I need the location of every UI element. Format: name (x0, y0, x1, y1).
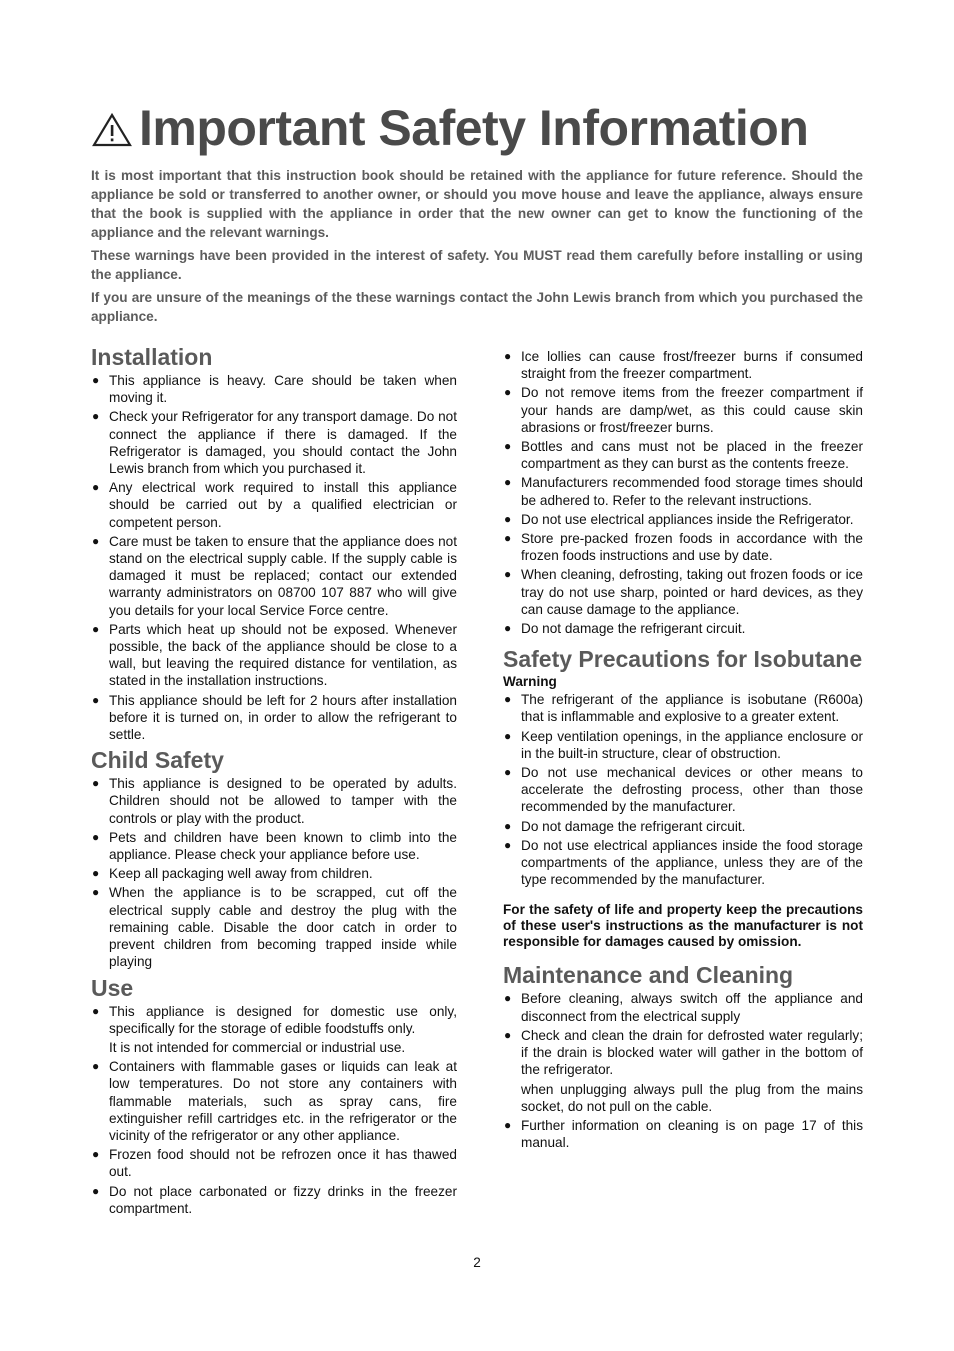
list-item: ● Pets and children have been known to climb into the appliance. Please check your appliance before use. (92, 829, 457, 863)
use-continued-list (503, 348, 863, 637)
page-title: Important Safety Information (139, 100, 809, 156)
bullet-icon: ● (504, 475, 512, 490)
bullet-icon: ● (504, 991, 512, 1006)
bullet-icon: ● (92, 1147, 100, 1162)
list-item: ● Do not place carbonated or fizzy drinks in the freezer compartment. (92, 1183, 457, 1216)
intro (91, 166, 863, 326)
list-item: ● This appliance should be left for 2 hours after installation before it is turned on, in order to allow the refrigerant to settle. (92, 692, 457, 743)
bullet-icon: ● (92, 480, 100, 495)
bullet-icon: ● (504, 567, 512, 582)
child-safety-list (91, 775, 457, 970)
list-item: ● When cleaning, defrosting, taking out frozen foods or ice tray do not use sharp, pointed or hard devices, as they can cause damage to the appliance. (504, 567, 863, 617)
safety-notice: For the safety of life and property keep the precautions of these user's instructions as the manufacturer is not responsible for damages caused by omission. (503, 902, 863, 950)
list-item: ● Care must be taken to ensure that the appliance does not stand on the electrical supply cable. If the supply cable is damaged it must be replaced; contact our extended warranty administrators on 08700 107 887 who will give you details for your local Service Force centre. (92, 533, 457, 618)
bullet-icon: ● (504, 531, 512, 546)
list-item: ● This appliance is designed to be operated by adults. Children should not be allowed to tamper with the controls or play with the product. (92, 776, 457, 826)
isobutane-heading: Safety Precautions for Isobutane (503, 646, 863, 673)
list-item-continuation: when unplugging always pull the plug from the mains socket, do not pull on the cable. (521, 1081, 863, 1114)
list-item: ● Further information on cleaning is on page 17 of this manual. (504, 1117, 863, 1151)
list-item: ● Manufacturers recommended food storage times should be adhered to. Refer to the relevant instructions. (504, 475, 863, 508)
list-item: ● This appliance is heavy. Care should be taken when moving it. (92, 373, 457, 406)
bullet-icon: ● (92, 866, 100, 881)
bullet-icon: ● (504, 692, 512, 707)
maintenance-list (503, 990, 863, 1151)
bullet-icon: ● (504, 511, 512, 526)
bullet-icon: ● (92, 1003, 100, 1018)
list-item: ● Before cleaning, always switch off the appliance and disconnect from the electrical supply (504, 991, 863, 1024)
list-item: ● Check your Refrigerator for any transport damage. Do not connect the appliance if there is damaged. If the Refrigerator is damaged, you should contact the John Lewis branch from which you purchased it. (92, 409, 457, 477)
list-item: ● Bottles and cans must not be placed in the freezer compartment as they can burst as the contents freeze. (504, 439, 863, 472)
list-item: ● Keep ventilation openings, in the appliance enclosure or in the built-in structure, clear of obstruction. (504, 728, 863, 761)
bullet-icon: ● (504, 1027, 512, 1042)
bullet-icon: ● (504, 728, 512, 743)
list-item: ● Do not damage the refrigerant circuit. (504, 818, 746, 834)
list-item: ● Check and clean the drain for defrosted water regularly; if the drain is blocked water will gather in the bottom of the refrigerator. when unplugging always pull the plug from the mains socket, do not pull on the cable. (504, 1027, 863, 1114)
bullet-icon: ● (92, 409, 100, 424)
list-item: ● Do not damage the refrigerant circuit. (504, 621, 746, 637)
list-item: ● Store pre-packed frozen foods in accordance with the frozen foods instructions and use by date. (504, 531, 863, 564)
use-heading: Use (91, 974, 134, 1001)
maintenance-heading: Maintenance and Cleaning (503, 962, 794, 989)
bullet-icon: ● (92, 776, 100, 791)
list-item-continuation: It is not intended for commercial or industrial use. (109, 1039, 406, 1055)
bullet-icon: ● (92, 373, 100, 387)
page-header (91, 96, 863, 330)
bullet-icon: ● (504, 818, 512, 833)
child-safety-heading: Child Safety (91, 747, 224, 774)
bullet-icon: ● (92, 1059, 100, 1074)
bullet-icon: ● (504, 439, 512, 454)
warning-label: Warning (503, 674, 557, 690)
list-item: ● Do not use electrical appliances inside the Refrigerator. (504, 511, 854, 527)
intro-paragraph: These warnings have been provided in the interest of safety. You MUST read them carefully before installing or using the appliance. (91, 248, 863, 282)
list-item: ● When the appliance is to be scrapped, cut off the electrical supply cable and destroy the plug with the remaining cable. Disable the door catch in order to prevent children from becoming trapped inside while playing (92, 885, 457, 970)
list-item: ● Any electrical work required to install this appliance should be carried out by a qualified electrician or competent person. (92, 480, 457, 530)
intro-paragraph: If you are unsure of the meanings of the these warnings contact the John Lewis branch from which you purchased the appliance. (91, 290, 863, 324)
isobutane-list (503, 691, 863, 888)
warning-triangle-icon (91, 111, 133, 149)
bullet-icon: ● (92, 533, 100, 548)
list-item: ● The refrigerant of the appliance is isobutane (R600a) that is inflammable and explosive to a greater extent. (504, 692, 863, 725)
bullet-icon: ● (504, 621, 512, 636)
bullet-icon: ● (504, 837, 512, 852)
intro-paragraph: It is most important that this instruction book should be retained with the appliance for future reference. Should the appliance be sold or transferred to another owner, or should you move house and leave the appliance, always ensure that the book is supplied with the appliance in order that the new owner can get to know the functioning of the appliance and the relevant warnings. (91, 168, 863, 240)
installation-list (91, 372, 457, 743)
use-list (91, 1003, 457, 1217)
bullet-icon: ● (92, 692, 100, 707)
list-item: ● Do not use electrical appliances inside the food storage compartments of the appliance, unless they are of the type recommended by the manufacturer. (504, 837, 863, 888)
installation-heading: Installation (91, 344, 213, 370)
bullet-icon: ● (504, 1117, 512, 1132)
bullet-icon: ● (92, 829, 100, 844)
list-item: ● Containers with flammable gases or liquids can leak at low temperatures. Do not store any containers with flammable materials, such as spray cans, fire extinguisher refill cartridges etc. in the refrigerator or the vicinity of the refrigerator or any other appliance. (92, 1059, 457, 1143)
title-row (91, 96, 863, 160)
list-item: ● Frozen food should not be refrozen once it has thawed out. (92, 1147, 457, 1180)
page-number: 2 (473, 1255, 481, 1270)
list-item: ● This appliance is designed for domestic use only, specifically for the storage of edible foodstuffs only. It is not intended for commercial or industrial use. (92, 1003, 457, 1055)
bullet-icon: ● (92, 885, 100, 900)
bullet-icon: ● (504, 349, 512, 363)
bullet-icon: ● (504, 385, 512, 400)
bullet-icon: ● (92, 621, 100, 636)
list-item: ● Do not use mechanical devices or other means to accelerate the defrosting process, other than those recommended by the manufacturer. (504, 765, 863, 815)
list-item: ● Keep all packaging well away from children. (92, 866, 373, 882)
list-item: ● Do not remove items from the freezer compartment if your hands are damp/wet, as this could cause skin abrasions or frost/freezer burns. (504, 385, 863, 435)
list-item: ● Ice lollies can cause frost/freezer burns if consumed straight from the freezer compartment. (504, 349, 863, 382)
bullet-icon: ● (92, 1183, 100, 1198)
left-column (91, 342, 457, 1219)
right-column (503, 342, 863, 1153)
list-item: ● Parts which heat up should not be exposed. Whenever possible, the back of the appliance should be close to a wall, but leaving the required distance for ventilation, as stated in the installation instructions. (92, 621, 457, 689)
bullet-icon: ● (504, 765, 512, 780)
